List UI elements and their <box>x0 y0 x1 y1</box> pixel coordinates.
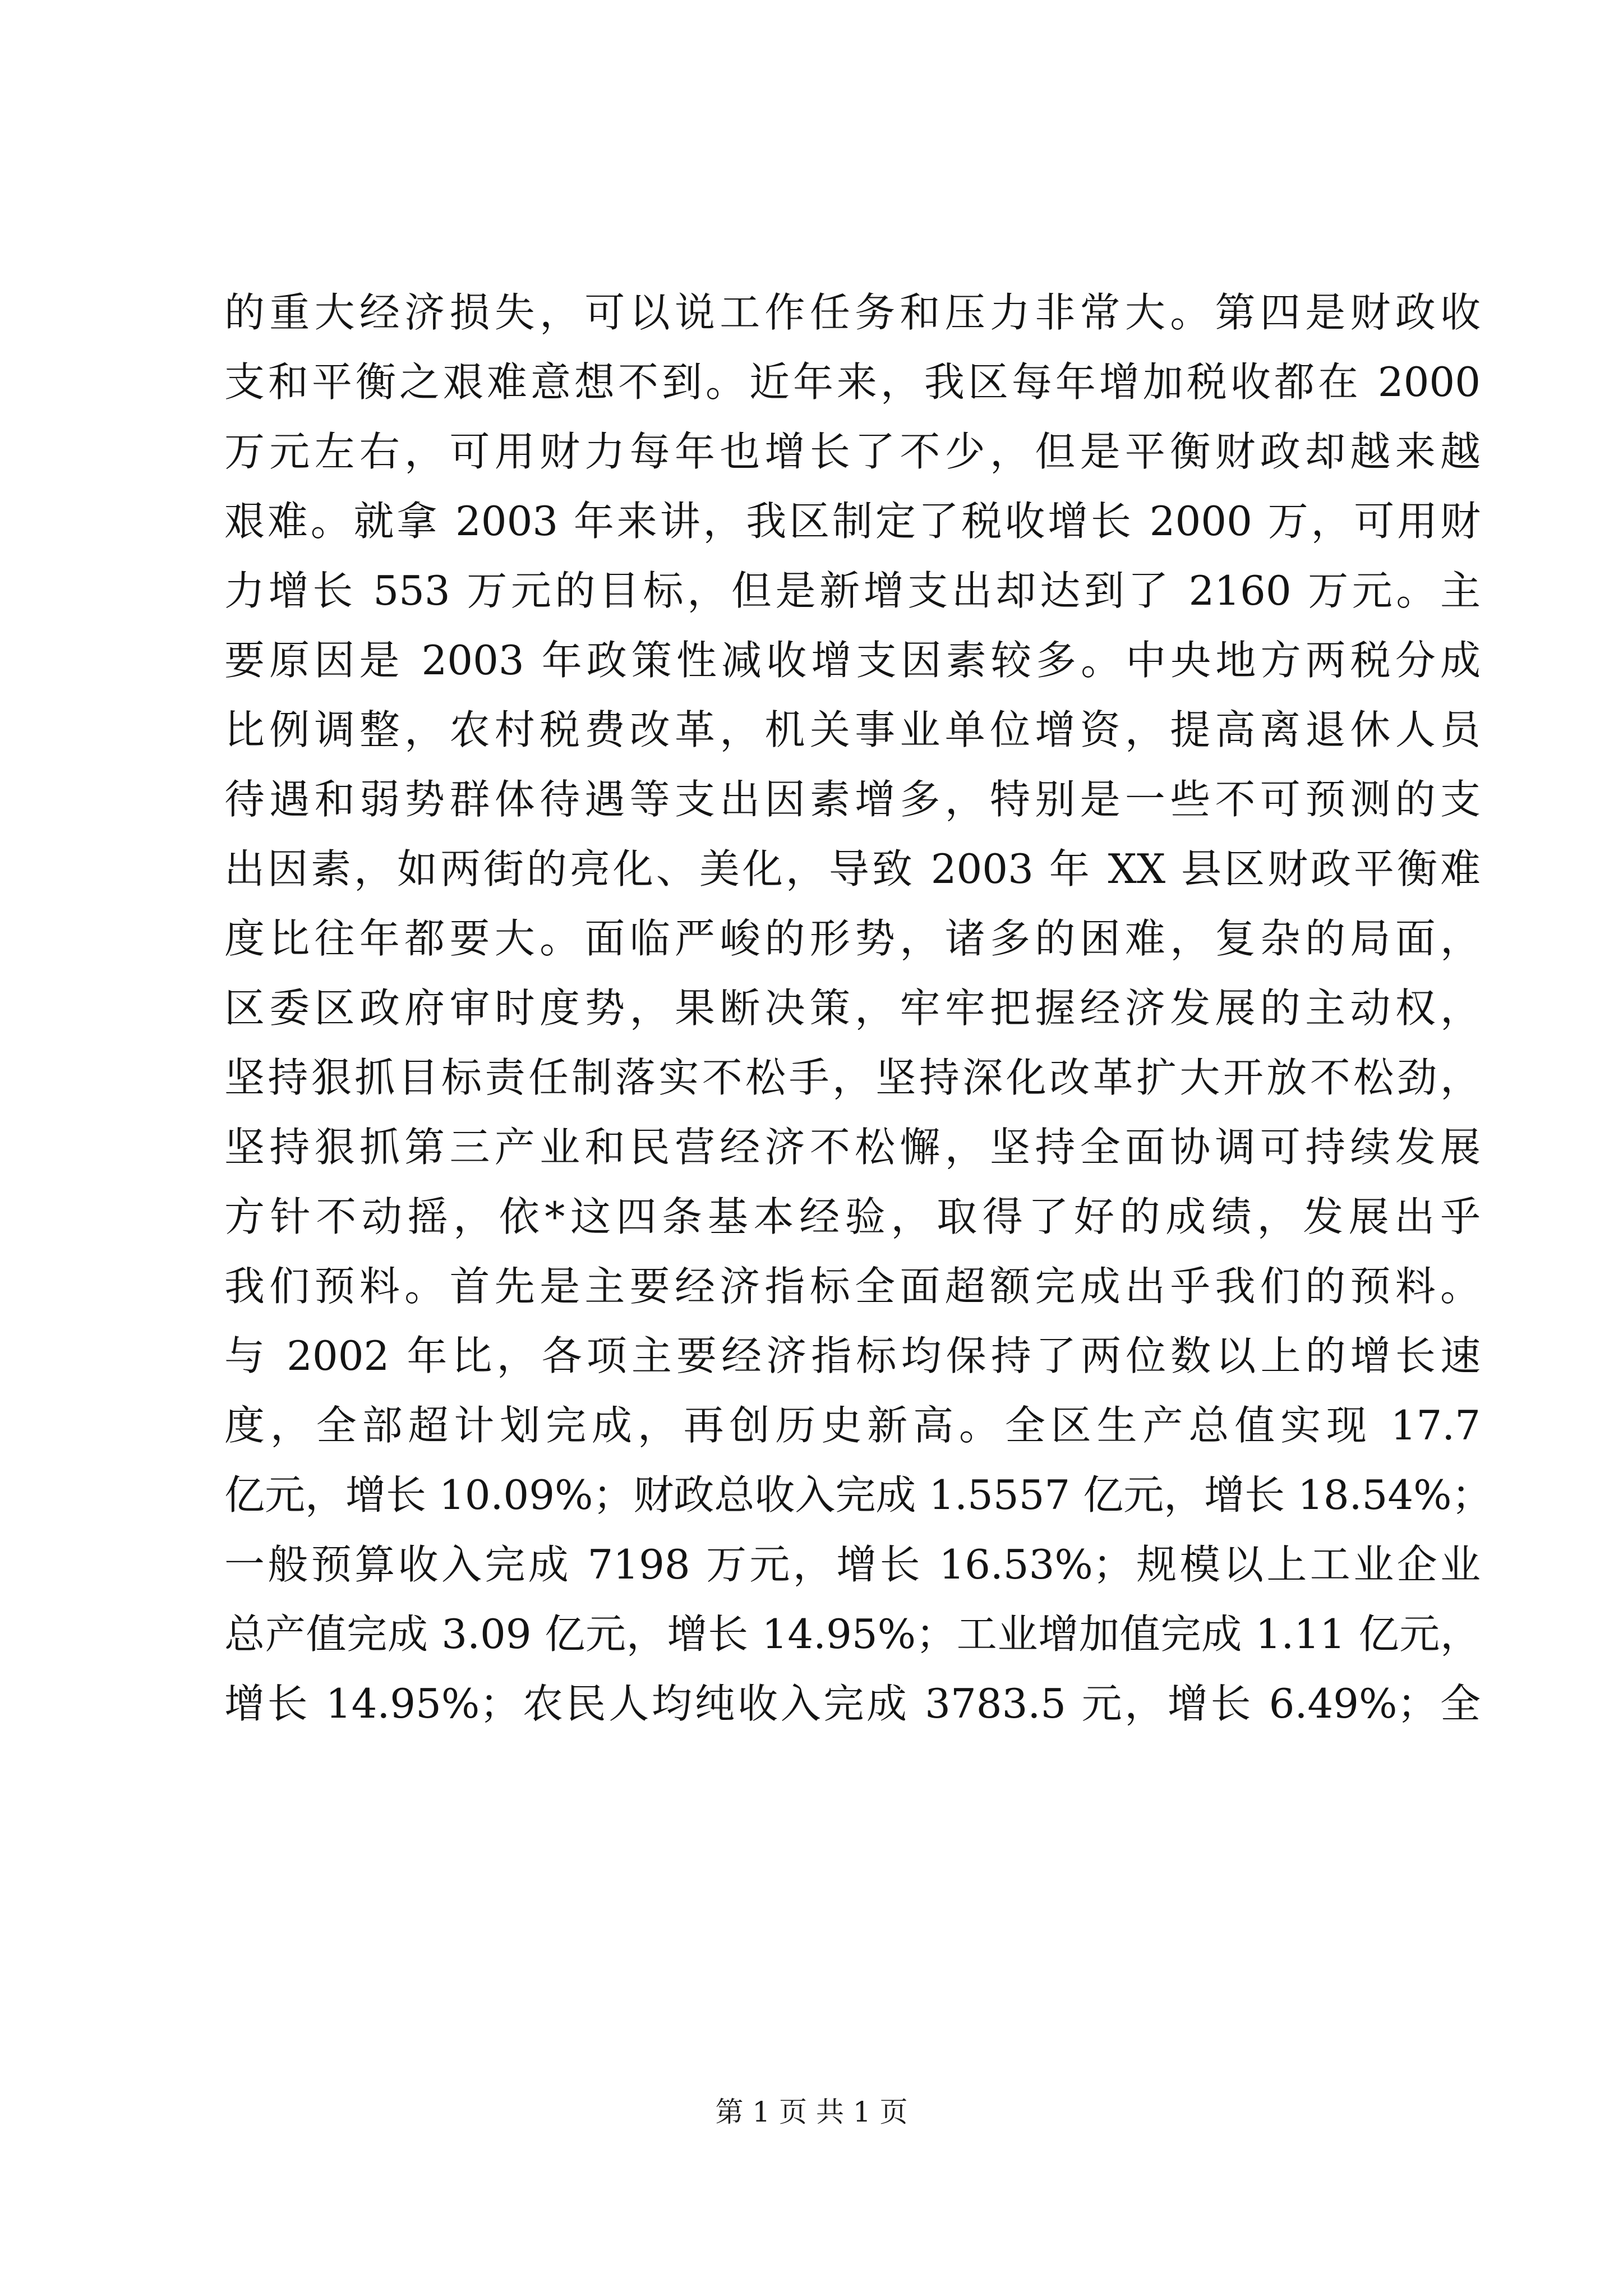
text-line: 一般预算收入完成 7198 万元，增长 16.53%；规模以上工业企业 <box>224 1541 1481 1588</box>
text-line: 待遇和弱势群体待遇等支出因素增多，特别是一些不可预测的支 <box>224 776 1481 823</box>
text-line: 增长 14.95%；农民人均纯收入完成 3783.5 元，增长 6.49%；全 <box>224 1680 1481 1727</box>
text-line: 艰难。就拿 2003 年来讲，我区制定了税收增长 2000 万，可用财 <box>224 498 1481 545</box>
text-line: 力增长 553 万元的目标，但是新增支出却达到了 2160 万元。主 <box>224 567 1481 614</box>
text-line: 坚持狠抓目标责任制落实不松手，坚持深化改革扩大开放不松劲， <box>224 1054 1481 1101</box>
text-line: 亿元，增长 10.09%；财政总收入完成 1.5557 亿元，增长 18.54%； <box>224 1471 1492 1519</box>
text-line: 万元左右，可用财力每年也增长了不少，但是平衡财政却越来越 <box>224 428 1481 475</box>
text-line: 出因素，如两街的亮化、美化，导致 2003 年 XX 县区财政平衡难 <box>224 845 1481 892</box>
text-line: 区委区政府审时度势，果断决策，牢牢把握经济发展的主动权， <box>224 984 1481 1032</box>
text-line: 坚持狠抓第三产业和民营经济不松懈，坚持全面协调可持续发展 <box>224 1124 1481 1171</box>
text-line: 我们预料。首先是主要经济指标全面超额完成出乎我们的预料。 <box>224 1263 1481 1310</box>
text-line: 度比往年都要大。面临严峻的形势，诸多的困难，复杂的局面， <box>224 915 1481 962</box>
text-line: 度，全部超计划完成，再创历史新高。全区生产总值实现 17.7 <box>224 1402 1481 1449</box>
page-footer <box>0 2095 1623 2129</box>
page-number-label: 第 1 页 共 1 页 <box>715 2096 908 2128</box>
text-line: 与 2002 年比，各项主要经济指标均保持了两位数以上的增长速 <box>224 1332 1481 1379</box>
text-line: 总产值完成 3.09 亿元，增长 14.95%；工业增加值完成 1.11 亿元， <box>224 1611 1481 1658</box>
body-text <box>224 278 1492 1738</box>
text-line: 要原因是 2003 年政策性减收增支因素较多。中央地方两税分成 <box>224 637 1481 684</box>
text-line: 方针不动摇，依*这四条基本经验，取得了好的成绩，发展出乎 <box>224 1193 1481 1240</box>
text-line: 支和平衡之艰难意想不到。近年来，我区每年增加税收都在 2000 <box>224 358 1481 406</box>
text-line: 比例调整，农村税费改革，机关事业单位增资，提高离退休人员 <box>224 706 1481 753</box>
text-line: 的重大经济损失，可以说工作任务和压力非常大。第四是财政收 <box>224 289 1481 336</box>
